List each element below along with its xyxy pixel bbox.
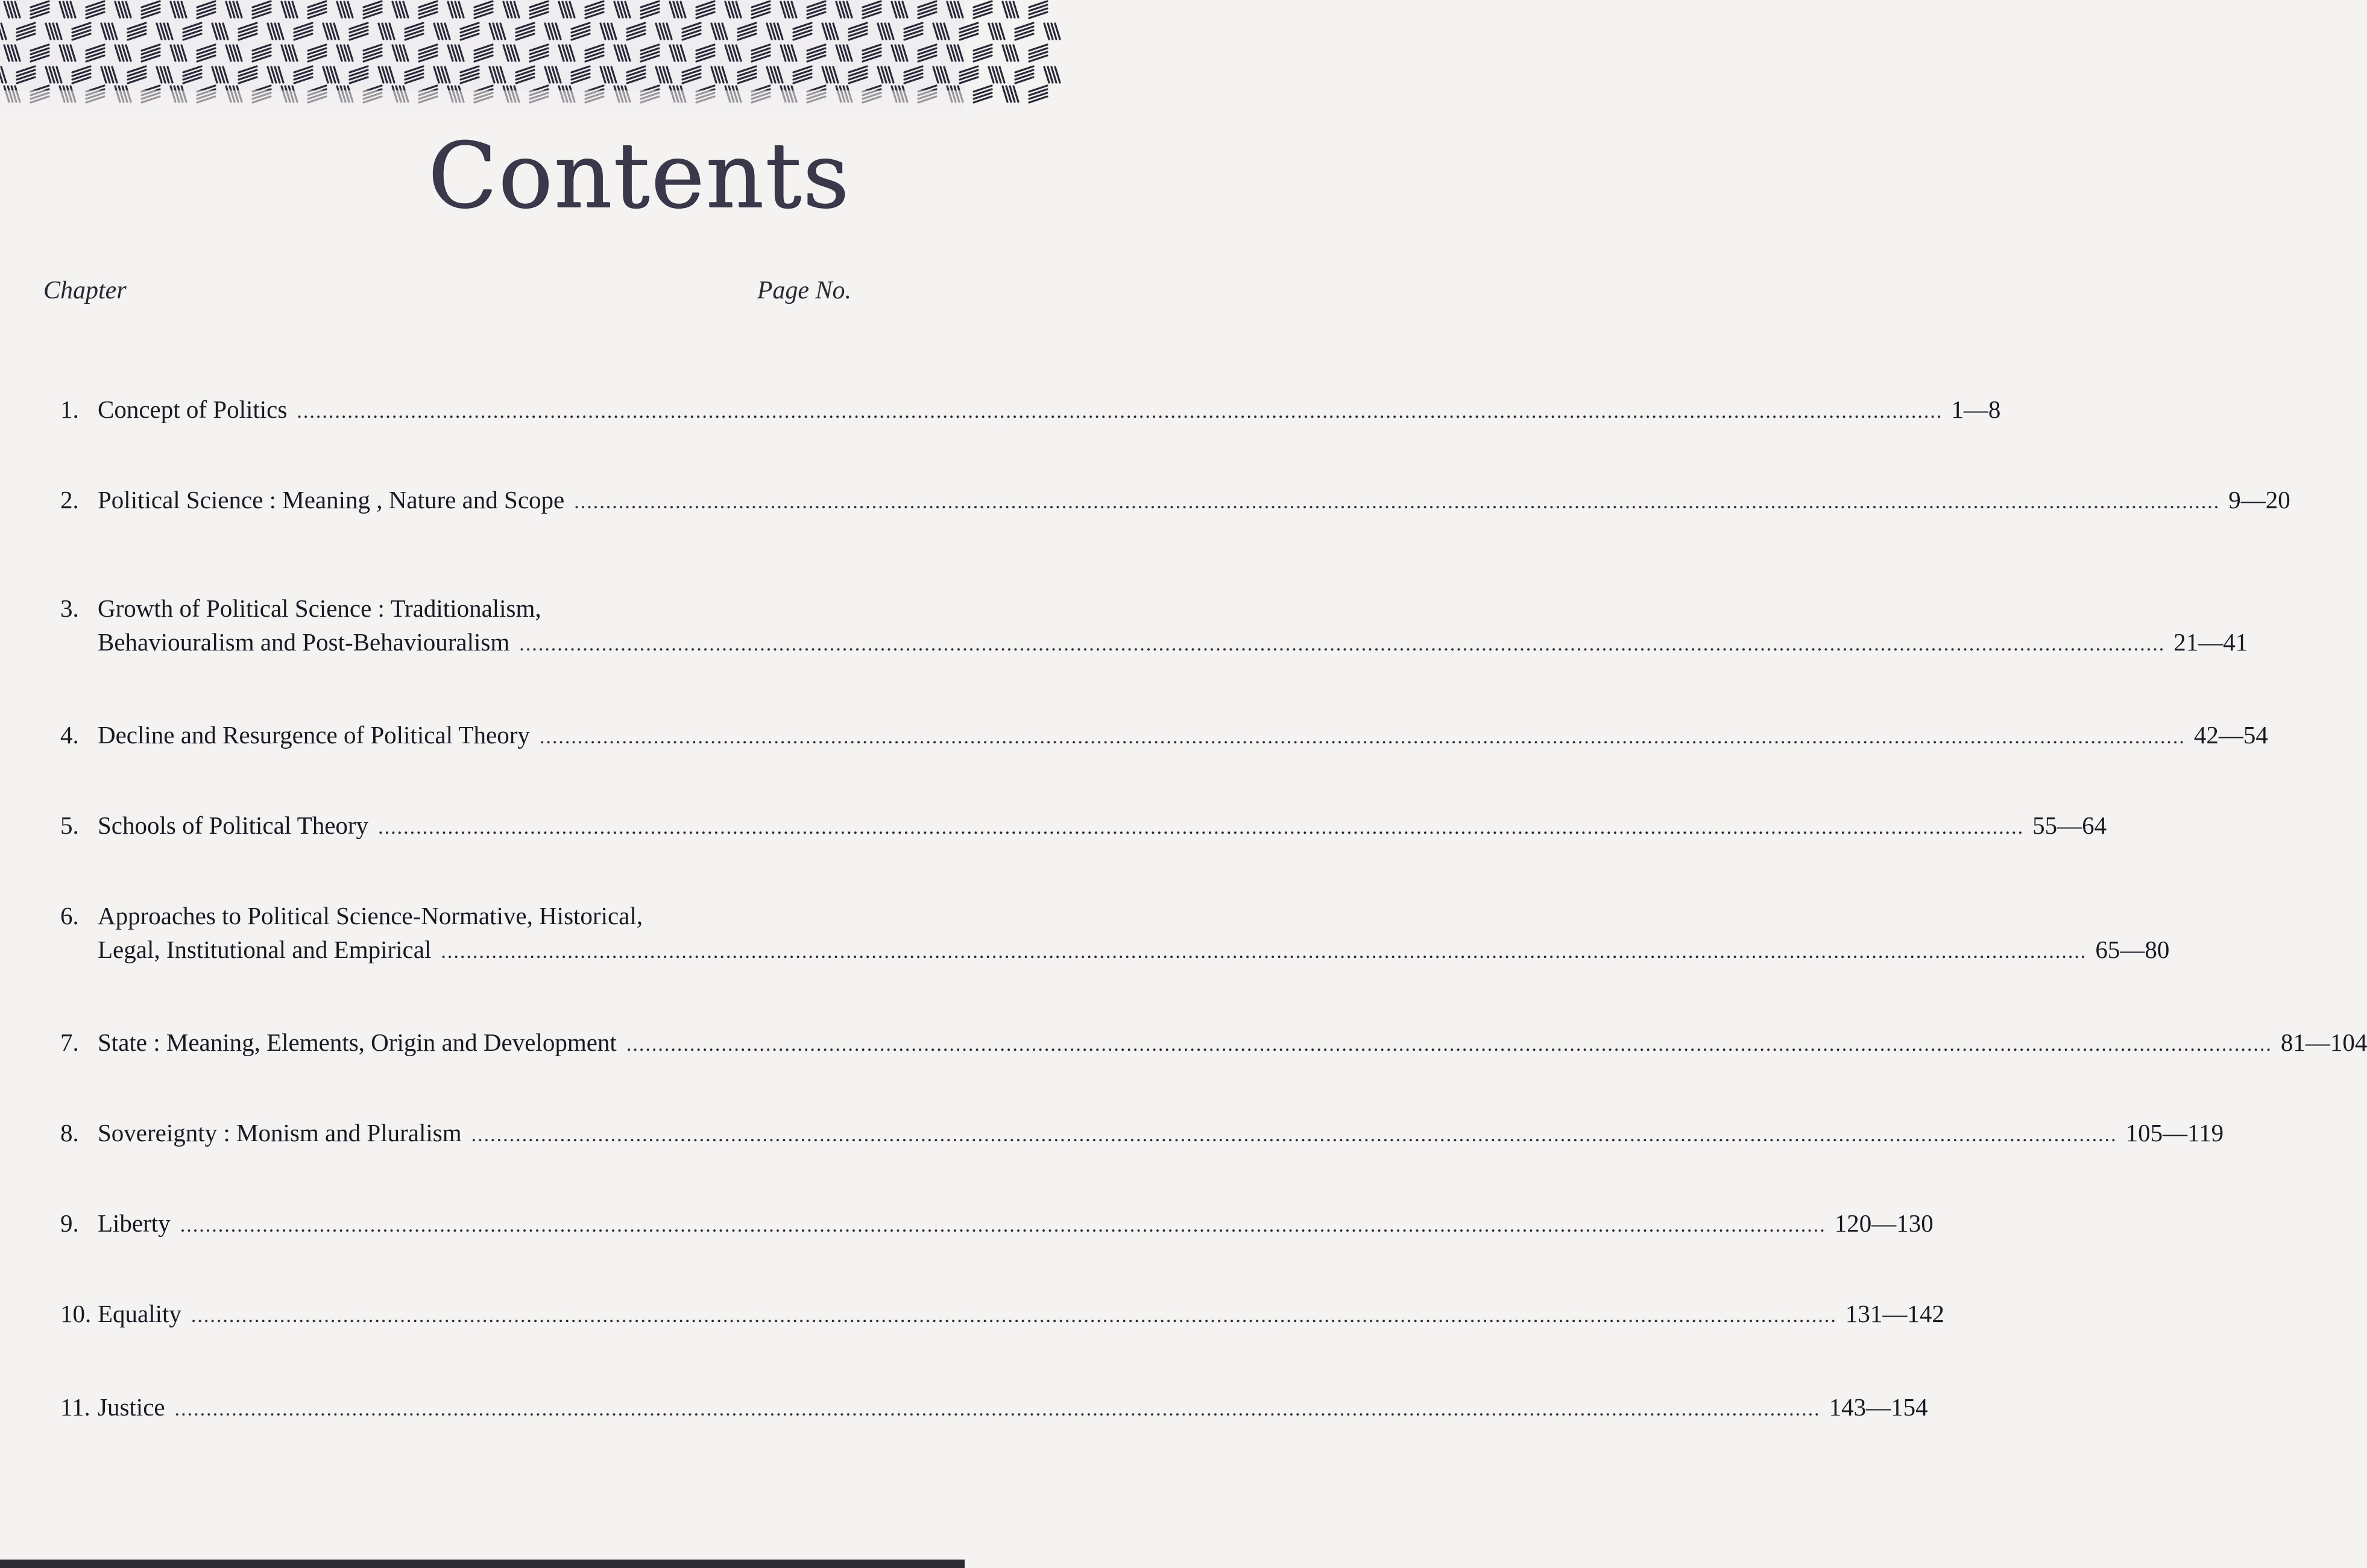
- page-range: 9—20: [2228, 486, 2290, 514]
- chapter-number: 7.: [60, 1028, 79, 1056]
- page-range: 42—54: [2193, 721, 2268, 749]
- decorative-pattern-band: [0, 0, 965, 115]
- page-title: Contents: [427, 124, 850, 228]
- chapter-title: Justice: [98, 1393, 165, 1421]
- dot-leader: ....................................................................................................................................................................................................................................................................: [378, 816, 2025, 839]
- chapter-title: Schools of Political Theory: [98, 811, 369, 839]
- page-range: 81—104: [2280, 1028, 2367, 1056]
- toc-entry[interactable]: [60, 1209, 1934, 1242]
- toc-entry[interactable]: [60, 811, 2107, 845]
- dot-leader: ....................................................................................................................................................................................................................................................................: [519, 633, 2166, 655]
- dot-leader: ....................................................................................................................................................................................................................................................................: [174, 1398, 1821, 1420]
- bottom-edge: [0, 1560, 965, 1568]
- hatch-pattern: [0, 0, 965, 115]
- dot-leader: ....................................................................................................................................................................................................................................................................: [191, 1305, 1837, 1327]
- dot-leader: ....................................................................................................................................................................................................................................................................: [180, 1214, 1826, 1236]
- chapter-title: Sovereignty : Monism and Pluralism: [98, 1119, 462, 1147]
- chapter-title: Political Science : Meaning , Nature and Scope: [98, 486, 565, 514]
- dot-leader: ....................................................................................................................................................................................................................................................................: [471, 1124, 2117, 1146]
- chapter-number: 5.: [60, 811, 79, 839]
- chapter-number: 11.: [60, 1393, 90, 1421]
- chapter-number: 9.: [60, 1209, 79, 1237]
- toc-entry[interactable]: [60, 720, 2268, 754]
- chapter-number: 6.: [60, 902, 79, 930]
- page-range: 105—119: [2125, 1119, 2224, 1147]
- toc-entry[interactable]: [60, 1299, 1944, 1333]
- chapter-number: 4.: [60, 721, 79, 749]
- chapter-title: Decline and Resurgence of Political Theory: [98, 721, 530, 749]
- page-range: 21—41: [2173, 628, 2248, 656]
- toc-entry[interactable]: [60, 1028, 2367, 1062]
- page-number-column-header: Page No.: [757, 277, 851, 304]
- toc-entry[interactable]: [60, 901, 2170, 969]
- chapter-title: Growth of Political Science : Traditionalism,: [98, 594, 541, 622]
- page-range: 65—80: [2095, 936, 2170, 963]
- dot-leader: ....................................................................................................................................................................................................................................................................: [297, 400, 1943, 423]
- chapter-title: Liberty: [98, 1209, 171, 1237]
- chapter-number: 1.: [60, 395, 79, 423]
- dot-leader: ....................................................................................................................................................................................................................................................................: [539, 726, 2186, 748]
- dot-leader: ....................................................................................................................................................................................................................................................................: [574, 491, 2220, 513]
- chapter-number: 10.: [60, 1300, 92, 1327]
- page-range: 131—142: [1845, 1300, 1944, 1327]
- chapter-title: Concept of Politics: [98, 395, 288, 423]
- chapter-title: Legal, Institutional and Empirical: [98, 936, 432, 963]
- chapter-number: 8.: [60, 1119, 79, 1147]
- chapter-number: 2.: [60, 486, 79, 514]
- toc-entry[interactable]: [60, 485, 2290, 519]
- page-range: 120—130: [1834, 1209, 1934, 1237]
- chapter-title: Behaviouralism and Post-Behaviouralism: [98, 628, 510, 656]
- toc-entry[interactable]: [60, 1118, 2224, 1152]
- toc-entry[interactable]: [60, 1393, 1928, 1426]
- toc-entry[interactable]: [60, 395, 2001, 429]
- chapter-title: State : Meaning, Elements, Origin and Development: [98, 1028, 617, 1056]
- toc-entry[interactable]: [60, 594, 2248, 661]
- chapter-number: 3.: [60, 594, 79, 622]
- dot-leader: ....................................................................................................................................................................................................................................................................: [626, 1033, 2272, 1056]
- chapter-title: Approaches to Political Science-Normative, Historical,: [98, 902, 643, 930]
- page-range: 143—154: [1829, 1393, 1928, 1421]
- page-range: 1—8: [1951, 395, 2001, 423]
- page-range: 55—64: [2032, 811, 2107, 839]
- chapter-column-header: Chapter: [43, 277, 127, 304]
- chapter-title: Equality: [98, 1300, 181, 1327]
- dot-leader: ....................................................................................................................................................................................................................................................................: [441, 940, 2087, 963]
